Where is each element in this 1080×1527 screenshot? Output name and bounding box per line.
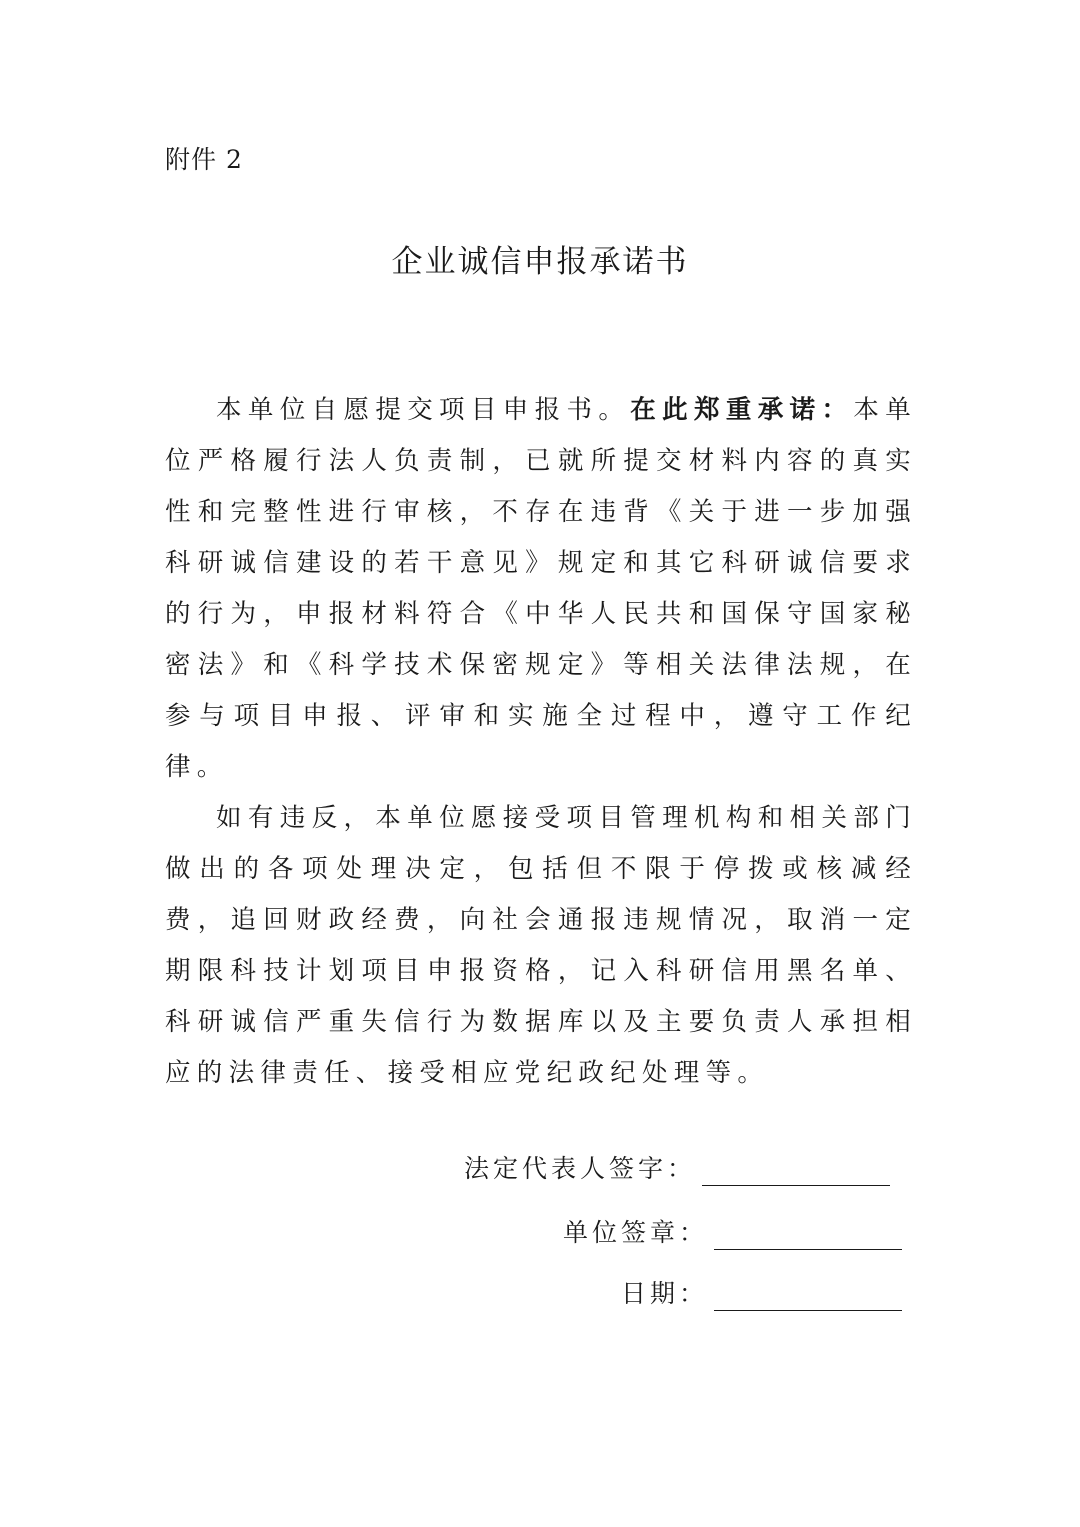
document-body xyxy=(165,385,917,1099)
commitment-lead: 本单位自愿提交项目申报书。 xyxy=(216,395,631,425)
legal-rep-signature-row xyxy=(464,1152,890,1186)
unit-seal-label: 单位签章： xyxy=(562,1218,708,1247)
date-row xyxy=(621,1277,902,1311)
date-line xyxy=(714,1282,902,1311)
paragraph-commitment xyxy=(165,385,917,793)
document-title: 企业诚信申报承诺书 xyxy=(391,244,689,280)
legal-rep-signature-line xyxy=(702,1157,890,1186)
commitment-emphasis: 在此郑重承诺： xyxy=(630,395,854,425)
unit-seal-line xyxy=(714,1221,902,1250)
commitment-rest: 本单位严格履行法人负责制，已就所提交材料内容的真实性和完整性进行审核，不存在违背《关于进一步加强科研诚信建设的若干意见》规定和其它科研诚信要求的行为，申报材料符合《中华人民共和国保守国家秘密法》和《科学技术保密规定》等相关法律法规，在参与项目申报、评审和实施全过程中，遵守工作纪律。 xyxy=(165,395,917,782)
date-label: 日期： xyxy=(620,1279,708,1308)
attachment-label: 附件 2 xyxy=(165,145,243,174)
unit-seal-row xyxy=(563,1216,902,1250)
paragraph-violation: 如有违反，本单位愿接受项目管理机构和相关部门做出的各项处理决定，包括但不限于停拨或核减经费，追回财政经费，向社会通报违规情况，取消一定期限科技计划项目申报资格，记入科研信用黑名单、科研诚信严重失信行为数据库以及主要负责人承担相应的法律责任、接受相应党纪政纪处理等。 xyxy=(165,803,917,1088)
legal-rep-signature-label: 法定代表人签字： xyxy=(463,1154,696,1183)
